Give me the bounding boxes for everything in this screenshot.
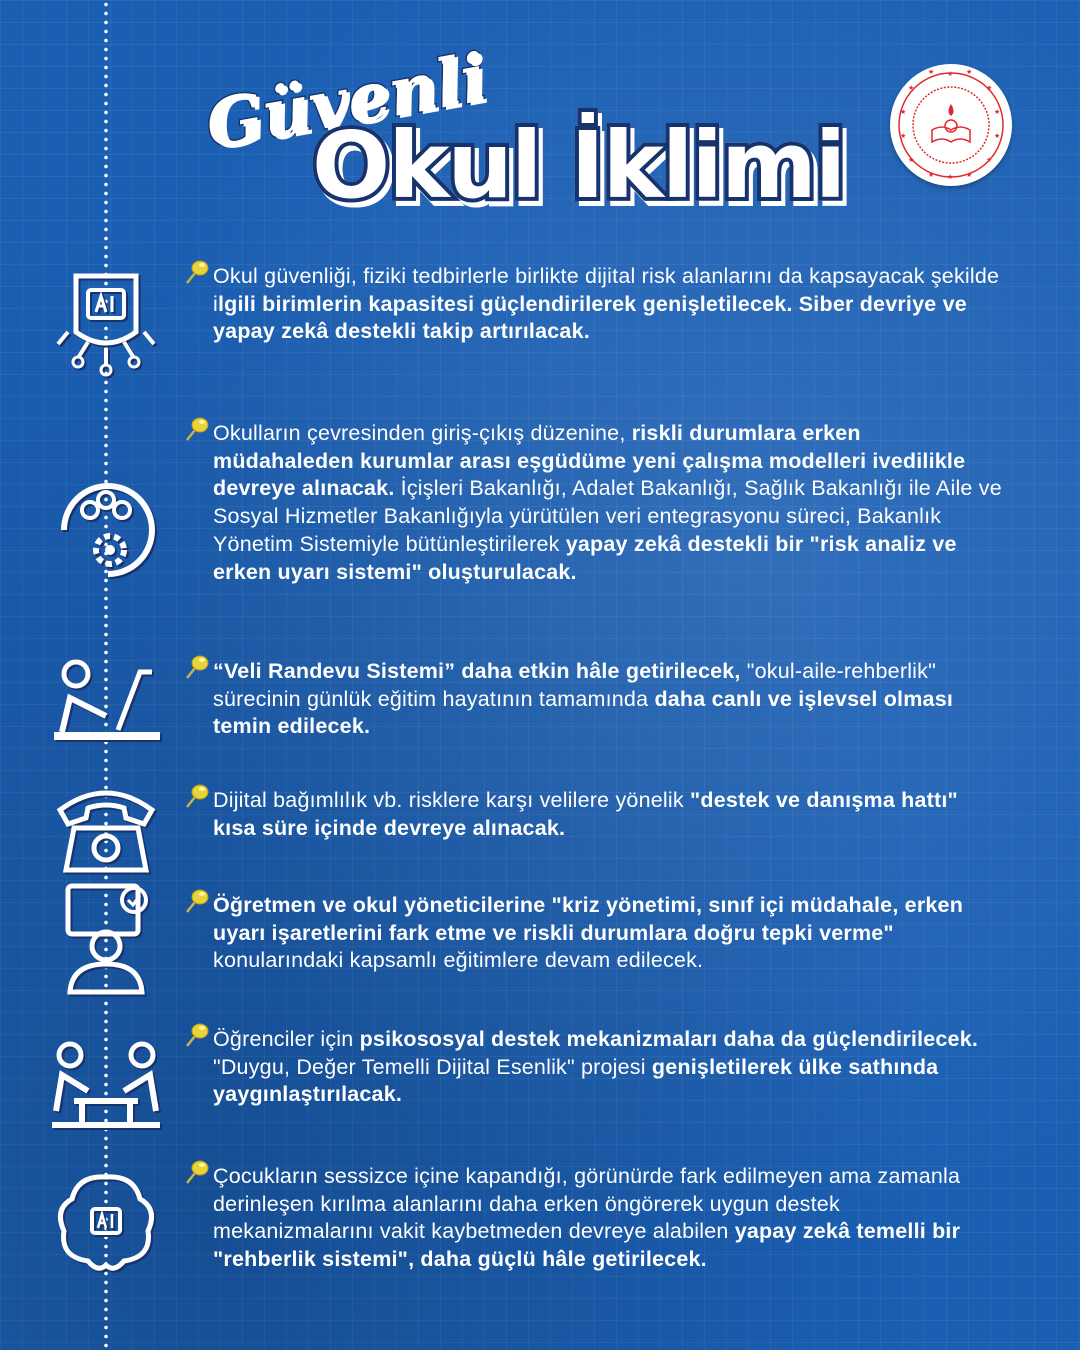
bold-text-segment: yapay zekâ temelli bir "rehberlik sistemi", daha güçlü hâle getirilecek. xyxy=(213,1219,961,1272)
bold-text-segment: Öğretmen ve okul yöneticilerine "kriz yönetimi, sınıf içi müdahale, erken uyarı işaretlerini fark etme ve riskli durumlara doğru tepki verme" xyxy=(213,893,964,945)
text-segment: konularındaki kapsamlı eğitimlere devam edilecek. xyxy=(213,948,704,973)
bold-text-segment: genişletilerek ülke sathında yaygınlaştırılacak. xyxy=(213,1054,939,1107)
list-item xyxy=(183,263,1003,346)
svg-text:★: ★ xyxy=(928,69,935,76)
pushpin-icon xyxy=(183,1157,211,1185)
list-item xyxy=(183,787,1003,842)
telephone-icon xyxy=(48,770,164,886)
team-gear-cycle-icon xyxy=(48,470,164,586)
svg-text:★: ★ xyxy=(966,69,973,76)
text-segment: İçişleri Bakanlığı, Adalet Bakanlığı, Sağlık Bakanlığı ile Aile ve Sosyal Hizmetler Bakanlığıyla yürütülen veri entegrasyonu süreci, Bakanlık Yönetim Sistemiyle bütünleştirilerek xyxy=(213,476,1002,556)
text-segment: Dijital bağımlılık vb. risklere karşı velilere yönelik xyxy=(213,788,690,812)
pushpin-icon xyxy=(183,1020,211,1048)
svg-text:★: ★ xyxy=(966,172,973,179)
ai-shield-circuit-icon xyxy=(48,262,164,378)
text-segment: Okul güvenliği, fiziki tedbirlerle birlikte dijital risk alanlarını da kapsayacak şekilde i xyxy=(213,264,1000,316)
list-item xyxy=(183,1163,1003,1274)
item-text xyxy=(213,1163,1003,1274)
item-text xyxy=(213,1026,1003,1109)
bold-text-segment: yapay zekâ destekli bir "risk analiz ve erken uyarı sistemi" oluşturulacak. xyxy=(213,531,957,584)
pushpin-icon xyxy=(183,886,211,914)
ministry-seal-logo xyxy=(890,64,1012,186)
item-text xyxy=(213,263,1003,346)
teacher-training-icon xyxy=(48,880,164,996)
svg-text:★: ★ xyxy=(994,109,1001,116)
svg-text:★: ★ xyxy=(900,109,907,116)
text-segment: Okulların çevresinden giriş-çıkış düzenine, xyxy=(213,421,632,445)
pushpin-icon xyxy=(183,652,211,680)
ai-brain-icon xyxy=(48,1165,164,1281)
bold-text-segment: “Veli Randevu Sistemi” daha etkin hâle getirilecek, xyxy=(213,659,741,683)
list-item xyxy=(183,420,1003,586)
item-text xyxy=(213,420,1003,586)
item-text xyxy=(213,892,1003,975)
list-item xyxy=(183,1026,1003,1109)
pushpin-icon xyxy=(183,781,211,809)
pushpin-icon xyxy=(183,257,211,285)
svg-text:★: ★ xyxy=(900,133,907,140)
page-title: Okul İklimi xyxy=(312,112,845,219)
text-segment: "okul-aile-rehberlik" sürecinin günlük eğitim hayatının tamamında xyxy=(213,659,936,711)
svg-text:★: ★ xyxy=(986,85,993,92)
svg-text:★: ★ xyxy=(928,172,935,179)
svg-text:★: ★ xyxy=(986,157,993,164)
list-item xyxy=(183,892,1003,975)
svg-text:★: ★ xyxy=(908,85,915,92)
text-segment: "Duygu, Değer Temelli Dijital Esenlik" projesi xyxy=(213,1054,652,1079)
text-segment: Öğrenciler için xyxy=(213,1027,360,1051)
bold-text-segment: lgili birimlerin kapasitesi güçlendirilerek genişletilecek. Siber devriye ve yapay zekâ destekli takip artırılacak. xyxy=(213,291,967,344)
bold-text-segment: riskli durumlara erken müdahaleden kurumlar arası eşgüdüme yeni çalışma modelleri ivedilikle devreye alınacak. xyxy=(213,421,966,501)
svg-text:★: ★ xyxy=(994,133,1001,140)
text-segment: Çocukların sessizce içine kapandığı, görünürde fark edilmeyen ama zamanla derinleşen kırılma alanlarını daha erken öngörerek uygun destek mekanizmalarını vakit kaybetmeden devreye alabilen xyxy=(213,1164,961,1244)
svg-text:★: ★ xyxy=(947,174,954,181)
svg-text:★: ★ xyxy=(908,157,915,164)
list-item xyxy=(183,658,1003,741)
person-laptop-icon xyxy=(48,652,164,768)
item-text xyxy=(213,658,1003,741)
svg-text:★: ★ xyxy=(947,71,954,78)
pushpin-icon xyxy=(183,414,211,442)
item-text xyxy=(213,787,1003,842)
title-script: Güvenli xyxy=(200,38,493,164)
bold-text-segment: daha canlı ve işlevsel olması temin edilecek. xyxy=(213,686,954,739)
bold-text-segment: psikososyal destek mekanizmaları daha da güçlendirilecek. xyxy=(359,1027,979,1051)
bold-text-segment: "destek ve danışma hattı" kısa süre içinde devreye alınacak. xyxy=(213,788,958,840)
counseling-meeting-icon xyxy=(48,1035,164,1151)
